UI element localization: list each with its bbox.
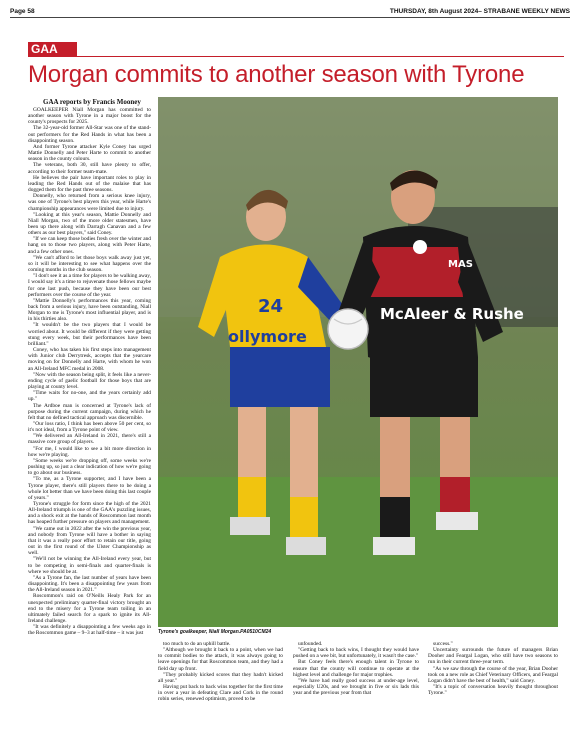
photo-caption: Tyrone's goalkeeper, Niall Morgan.PA0510CM24 bbox=[158, 629, 272, 635]
paragraph: "Some weeks we're dropping off, some weeks we're pushing up, so just a clear indication of how we're going to go about our business. bbox=[28, 457, 151, 477]
paragraph: "They probably kicked scores that they hadn't kicked all year." bbox=[158, 671, 283, 684]
paragraph: "Mattie Donnelly's performances this year, coming back from a serious injury, have been outstanding, Niall Morgan to me is Tyrone's most influential player, and is in his thirties also. bbox=[28, 297, 151, 323]
paragraph: He believes the pair have important roles to play in leading the Red Hands out of the malaise that has dogged them for the past three seasons. bbox=[28, 174, 151, 194]
article-column-4 bbox=[428, 641, 558, 733]
paragraph: GOALKEEPER Niall Morgan has committed to another season with Tyrone in a major boost for the county's prospects for 2025. bbox=[28, 107, 151, 126]
paragraph: "Time waits for no-one, and the years certainly add up." bbox=[28, 390, 151, 403]
paragraph: "It's a topic of conversation heavily thought throughout Tyrone." bbox=[428, 684, 558, 697]
paragraph: "Although we brought it back to a point, when we had to commit bodies to the attack, it was always going to leave openings for that Roscommon team, and they had a field day up front. bbox=[158, 647, 283, 672]
page-number: Page 58 bbox=[10, 7, 35, 15]
paragraph: "To me, as a Tyrone supporter, and I have been a Tyrone player, there's still players there to be doing a whole lot better than we have been doing this last couple of years." bbox=[28, 476, 151, 501]
article-photo bbox=[158, 97, 558, 627]
paragraph: "It wouldn't be the two players that I would be worried about. It would be different if they were getting stung every week, but their performances have been brilliant." bbox=[28, 322, 151, 347]
paragraph: Uncertainty surrounds the future of managers Brian Dooher and Feargal Logan, who still have two seasons to run in their current three-year term. bbox=[428, 647, 558, 666]
article-column-3 bbox=[293, 641, 419, 733]
paragraph: "As we saw through the course of the year, Brian Dooher took on a new role as Chief Veterinary Officers, and Feargal Logan didn't have the best of health," said Coney. bbox=[428, 665, 558, 684]
paragraph: "We delivered an All-Ireland in 2021, there's still a massive core group of players. bbox=[28, 433, 151, 446]
football bbox=[328, 309, 368, 349]
paragraph: Roscommon's raid on O'Neills Healy Park for an unexpected preliminary quarter-final victory brought an end to the misery for a Tyrone team toiling in an ultimately failed search for a spark to ignite its All-Ireland challenge. bbox=[28, 593, 151, 624]
article-column-1 bbox=[28, 107, 151, 727]
section-tag: GAA bbox=[28, 42, 77, 56]
paragraph: Donnelly, who returned from a serious knee injury, was one of Tyrone's best players this year, while Harte's championship appearances were limited due to injury. bbox=[28, 193, 151, 212]
paragraph: Coney, who has taken his first steps into management with Junior club Derrytresk, accepts that the yearcare moving on for Donnelly and Harte, with whom he won an All-Ireland MFC medal in 2008. bbox=[28, 347, 151, 372]
paragraph: Tyrone's struggle for form since the high of the 2021 All-Ireland triumph is one of the GAA's puzzling issues, and a shock exit at the hands of Roscommon last month has heaped further pressure on players and management. bbox=[28, 501, 151, 526]
jersey-number: 24 bbox=[258, 296, 284, 317]
paragraph: "We can't afford to let those boys walk away just yet, so it will be interesting to see what happens over the coming months in the club season. bbox=[28, 254, 151, 274]
paragraph: "If we can keep those bodies fresh over the winter and hang on to those two players, along with Peter Harte, and a few other ones. bbox=[28, 236, 151, 255]
paragraph: "For me, I would like to see a bit more direction in how we're playing. bbox=[28, 445, 151, 458]
paragraph: "Our loss ratio, I think has been above 50 per cent, so it's not ideal, from a Tyrone point of view. bbox=[28, 420, 151, 434]
article-column-2 bbox=[158, 641, 283, 733]
headline: Morgan commits to another season with Tyrone bbox=[28, 61, 525, 88]
paragraph: But Coney feels there's enough talent in Tyrone to ensure that the county will continue to operate at the highest level and challenge for major trophies. bbox=[293, 659, 419, 678]
section-rule bbox=[28, 56, 564, 57]
paragraph: "We'll not be winning the All-Ireland every year, but to be competing in semi-finals and quarter-finals is where we should be at. bbox=[28, 556, 151, 575]
header-rule bbox=[10, 17, 570, 18]
paragraph: And former Tyrone attacker Kyle Coney has urged Mattie Donnelly and Peter Harte to commit to another season in the county colours. bbox=[28, 143, 151, 163]
jersey-sponsor-right: McAleer & Rushe bbox=[380, 305, 524, 323]
paragraph: too much to do an uphill battle. bbox=[163, 641, 231, 647]
paragraph: "We have had really good success at under-age level, especially U20s, and we brought in five or six lads this year and the previous year from that bbox=[293, 677, 419, 697]
page-header bbox=[10, 6, 570, 16]
paragraph: "We came out in 2022 after the win the previous year, and nobody from Tyrone will have a bother in saying that it was a really poor effort to retain our title, going out in the first round of the Ulster Championship as well. bbox=[28, 525, 151, 557]
paragraph: "As a Tyrone fan, the last number of years have been disappointing. It's been a disappointing few years from the All-Ireland season in 2021." bbox=[28, 574, 151, 594]
paragraph: Having put back to back wins together for the first time in over a year in defeating Clare and Cork in the round robin series, renewed optimism, proved to be bbox=[158, 684, 283, 703]
paragraph: The Ardboe man is concerned at Tyrone's lack of purpose during the current campaign, during which he felt that no defined tactical approach was discernible. bbox=[28, 402, 151, 421]
paragraph: "Now with the season being split, it feels like a never-ending cycle of gaelic football for those boys that are playing at county level. bbox=[28, 371, 151, 391]
paragraph: "It was definitely a disappointing a few weeks ago in the Roscommon game – 9–3 at half-time – it was just bbox=[28, 624, 151, 637]
paragraph: "Looking at this year's season, Mattie Donnelly and Niall Morgan, two of the more older statesmen, have been up there along with Darragh Canavan and a few others as our best players," said Coney. bbox=[28, 211, 151, 237]
byline: GAA reports by Francis Mooney bbox=[43, 98, 141, 106]
paragraph: The veterans, both 30, still have plenty to offer, according to their former team-mate. bbox=[28, 162, 151, 175]
paragraph: The 32-year-old former All-Star was one of the stand-out performers for the Red Hands in what has been a disappointing season. bbox=[28, 125, 151, 144]
paragraph: "Getting back to back wins, I thought they would have pushed on a wee bit, but unfortunately, it wasn't the case." bbox=[293, 647, 419, 660]
jersey-brand: MAS bbox=[448, 259, 473, 270]
paragraph: unfounded. bbox=[298, 641, 323, 647]
paragraph: success." bbox=[433, 641, 453, 647]
dateline: THURSDAY, 8th August 2024– STRABANE WEEKLY NEWS bbox=[389, 7, 570, 15]
jersey-sponsor-left: ollymore bbox=[228, 327, 307, 346]
photo-illustration bbox=[158, 97, 558, 627]
paragraph: "I don't see it as a time for players to be walking away, I would say it's a time to rejuvenate those fellows maybe for one last push, because they have been our best performers over the course of the year. bbox=[28, 273, 151, 298]
